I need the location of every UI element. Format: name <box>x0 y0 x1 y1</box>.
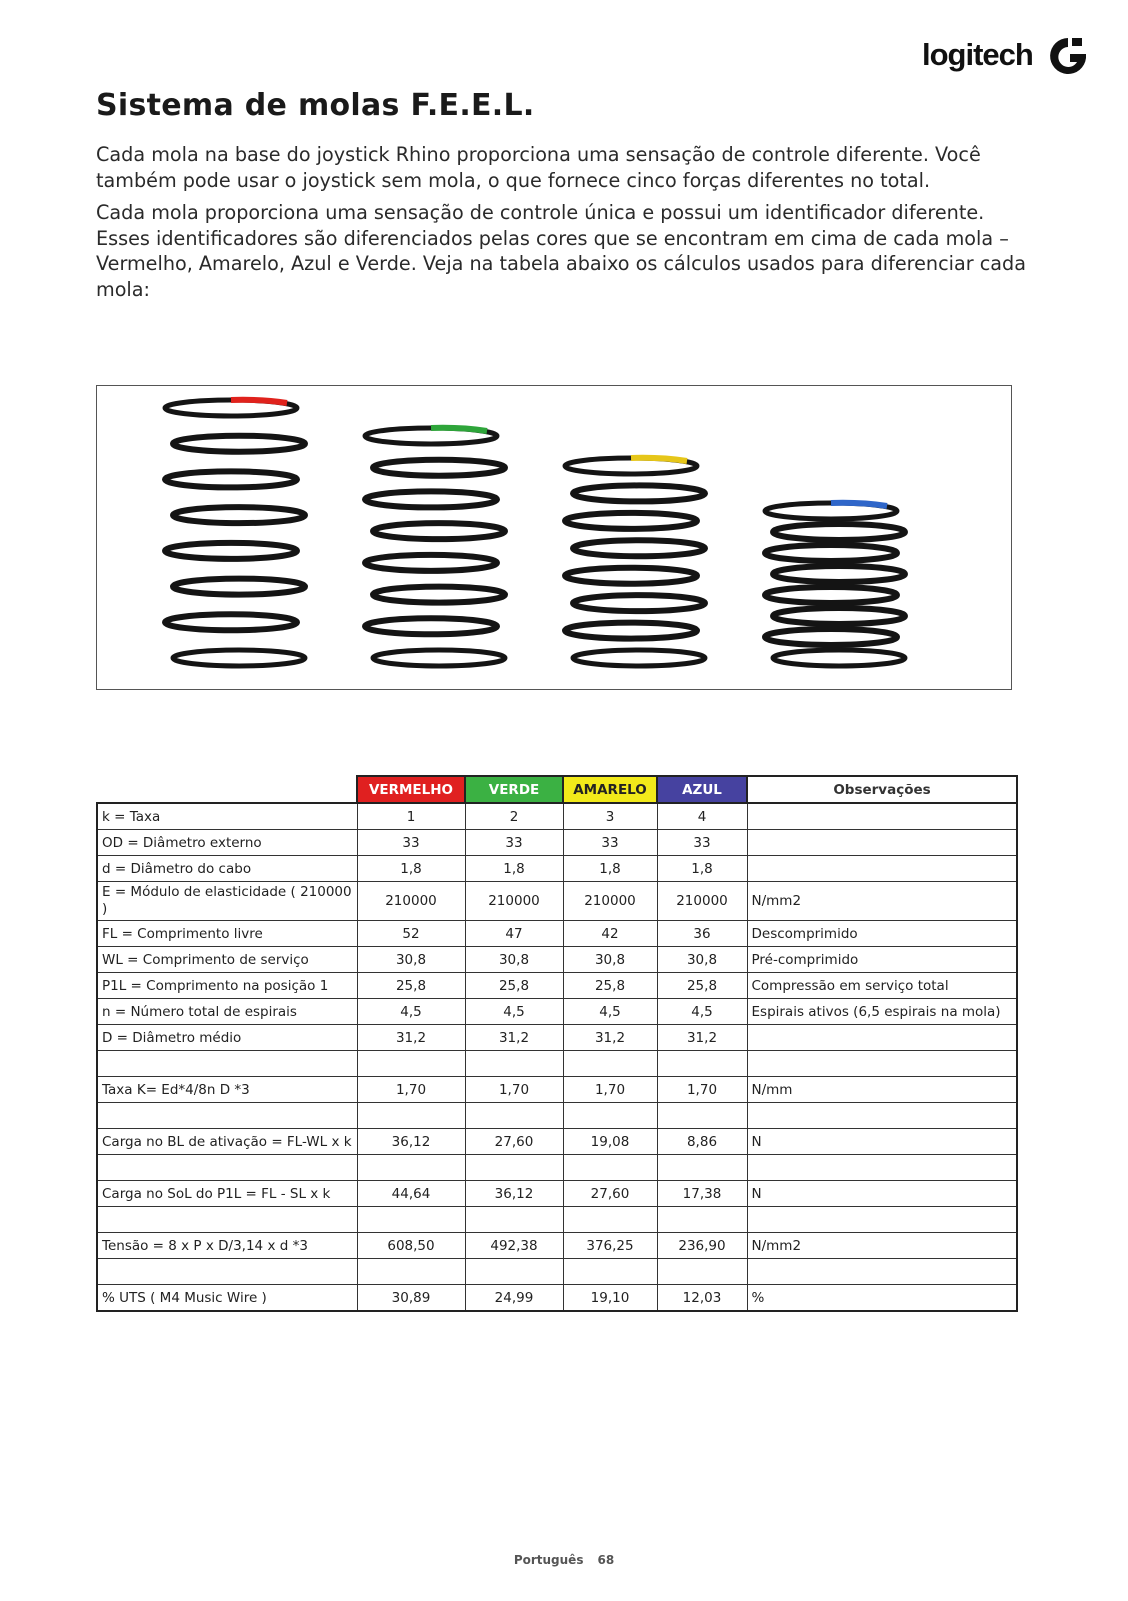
row-value <box>563 1259 657 1285</box>
row-value: 1,70 <box>657 1077 747 1103</box>
row-note: Compressão em serviço total <box>747 973 1017 999</box>
row-note <box>747 1051 1017 1077</box>
spring-3 <box>565 458 705 666</box>
springs-photo <box>96 385 1012 690</box>
spring-color-marker <box>431 428 487 431</box>
row-value: 1,8 <box>465 856 563 882</box>
row-label: d = Diâmetro do cabo <box>97 856 357 882</box>
row-value: 36,12 <box>357 1129 465 1155</box>
row-value: 25,8 <box>357 973 465 999</box>
row-value: 25,8 <box>657 973 747 999</box>
row-value: 17,38 <box>657 1181 747 1207</box>
row-value: 1,8 <box>357 856 465 882</box>
row-value: 1,70 <box>357 1077 465 1103</box>
row-value: 376,25 <box>563 1233 657 1259</box>
row-value: 52 <box>357 921 465 947</box>
spring-color-marker <box>231 400 287 403</box>
table-row <box>97 1103 1017 1129</box>
spring-coil <box>373 523 505 539</box>
row-note <box>747 856 1017 882</box>
header-observacoes: Observações <box>747 776 1017 803</box>
row-value: 3 <box>563 803 657 830</box>
row-value: 25,8 <box>465 973 563 999</box>
row-value: 25,8 <box>563 973 657 999</box>
row-label <box>97 1155 357 1181</box>
footer-page-number: 68 <box>597 1553 615 1567</box>
spring-coil <box>373 587 505 603</box>
header-amarelo: AMARELO <box>563 776 657 803</box>
row-value <box>465 1103 563 1129</box>
row-label: n = Número total de espirais <box>97 999 357 1025</box>
row-note: Espirais ativos (6,5 espirais na mola) <box>747 999 1017 1025</box>
row-value: 210000 <box>563 882 657 921</box>
intro-paragraph: Cada mola na base do joystick Rhino proporciona uma sensação de controle diferente. Você também pode usar o joystick sem mola, o que fornece cinco forças diferentes no total. <box>96 143 981 192</box>
row-value <box>657 1103 747 1129</box>
row-value <box>465 1259 563 1285</box>
spring-coil <box>573 650 705 666</box>
row-value: 4,5 <box>563 999 657 1025</box>
table-row <box>97 1077 1017 1103</box>
spring-coil <box>765 545 897 561</box>
table-row <box>97 1233 1017 1259</box>
row-value: 36,12 <box>465 1181 563 1207</box>
row-value: 236,90 <box>657 1233 747 1259</box>
row-value <box>465 1207 563 1233</box>
table-row <box>97 1259 1017 1285</box>
row-note: N <box>747 1181 1017 1207</box>
row-value: 30,8 <box>657 947 747 973</box>
row-value: 31,2 <box>657 1025 747 1051</box>
row-note: Pré-comprimido <box>747 947 1017 973</box>
row-value: 4,5 <box>357 999 465 1025</box>
table-row <box>97 1129 1017 1155</box>
spring-coil <box>765 587 897 603</box>
row-note <box>747 830 1017 856</box>
header-blank <box>97 776 357 803</box>
row-value: 44,64 <box>357 1181 465 1207</box>
page-title: Sistema de molas F.E.E.L. <box>96 88 535 123</box>
table-row <box>97 1051 1017 1077</box>
row-value <box>657 1259 747 1285</box>
spring-2 <box>365 428 505 666</box>
row-value <box>563 1051 657 1077</box>
row-value: 19,10 <box>563 1285 657 1312</box>
row-value: 33 <box>357 830 465 856</box>
row-value: 30,8 <box>563 947 657 973</box>
spring-coil <box>165 614 297 630</box>
row-value <box>465 1155 563 1181</box>
row-value: 30,8 <box>357 947 465 973</box>
table-row <box>97 803 1017 830</box>
row-value: 608,50 <box>357 1233 465 1259</box>
row-value: 1,8 <box>657 856 747 882</box>
spring-4 <box>765 503 905 666</box>
row-value <box>563 1103 657 1129</box>
row-value <box>563 1155 657 1181</box>
row-value: 492,38 <box>465 1233 563 1259</box>
row-value: 1,8 <box>563 856 657 882</box>
row-value: 210000 <box>465 882 563 921</box>
spring-1 <box>165 400 305 666</box>
row-note: N/mm2 <box>747 1233 1017 1259</box>
row-value: 4 <box>657 803 747 830</box>
row-value: 30,89 <box>357 1285 465 1312</box>
spring-specs-table <box>96 775 1018 1312</box>
row-value: 30,8 <box>465 947 563 973</box>
row-value: 1,70 <box>465 1077 563 1103</box>
row-value: 2 <box>465 803 563 830</box>
header-verde: VERDE <box>465 776 563 803</box>
row-value: 31,2 <box>357 1025 465 1051</box>
table-row <box>97 999 1017 1025</box>
row-value <box>357 1103 465 1129</box>
row-label: E = Módulo de elasticidade ( 210000 ) <box>97 882 357 921</box>
row-note <box>747 1025 1017 1051</box>
row-value: 210000 <box>657 882 747 921</box>
table-row <box>97 882 1017 921</box>
header-vermelho: VERMELHO <box>357 776 465 803</box>
page-footer <box>0 1553 1128 1567</box>
row-value <box>563 1207 657 1233</box>
logitech-g-icon <box>1046 34 1096 80</box>
row-value <box>657 1155 747 1181</box>
header-azul: AZUL <box>657 776 747 803</box>
spring-coil <box>173 507 305 523</box>
spring-coil <box>573 540 705 556</box>
row-label: WL = Comprimento de serviço <box>97 947 357 973</box>
row-value: 27,60 <box>563 1181 657 1207</box>
table-row <box>97 1207 1017 1233</box>
row-value: 210000 <box>357 882 465 921</box>
row-value: 24,99 <box>465 1285 563 1312</box>
row-value: 36 <box>657 921 747 947</box>
row-value: 27,60 <box>465 1129 563 1155</box>
row-note: N <box>747 1129 1017 1155</box>
row-value <box>357 1207 465 1233</box>
spring-coil <box>373 460 505 476</box>
table-row <box>97 973 1017 999</box>
spring-color-marker <box>831 503 887 506</box>
row-note: N/mm2 <box>747 882 1017 921</box>
row-value: 19,08 <box>563 1129 657 1155</box>
row-value: 1,70 <box>563 1077 657 1103</box>
row-value: 42 <box>563 921 657 947</box>
row-label: OD = Diâmetro externo <box>97 830 357 856</box>
table-row <box>97 1025 1017 1051</box>
spring-coil <box>773 524 905 540</box>
spring-coil <box>573 485 705 501</box>
table-row <box>97 1181 1017 1207</box>
row-label: k = Taxa <box>97 803 357 830</box>
description-paragraph: Cada mola proporciona uma sensação de controle única e possui um identificador diferente. Esses identificadores são diferenciados pelas cores que se encontram em cima de cada mola –Vermelho, Amarelo, Azul e Verde. Veja na tabela abaixo os cálculos usados para diferenciar cada mola: <box>96 201 1026 301</box>
row-label: D = Diâmetro médio <box>97 1025 357 1051</box>
row-note: N/mm <box>747 1077 1017 1103</box>
spring-coil <box>173 579 305 595</box>
row-value: 31,2 <box>563 1025 657 1051</box>
row-label: P1L = Comprimento na posição 1 <box>97 973 357 999</box>
spring-coil <box>773 608 905 624</box>
spring-coil <box>773 650 905 666</box>
row-value: 8,86 <box>657 1129 747 1155</box>
spring-coil <box>765 629 897 645</box>
row-value: 33 <box>563 830 657 856</box>
table-row <box>97 921 1017 947</box>
row-label <box>97 1259 357 1285</box>
row-label <box>97 1103 357 1129</box>
row-value: 33 <box>657 830 747 856</box>
spring-coil <box>565 568 697 584</box>
spring-coil <box>373 650 505 666</box>
row-value: 4,5 <box>657 999 747 1025</box>
spring-coil <box>173 650 305 666</box>
logitech-logo <box>922 34 1097 80</box>
table-row <box>97 830 1017 856</box>
spring-coil <box>365 491 497 507</box>
footer-language: Português <box>513 1553 584 1567</box>
spring-coil <box>165 543 297 559</box>
spring-color-marker <box>631 458 687 461</box>
spring-coil <box>565 513 697 529</box>
row-value: 47 <box>465 921 563 947</box>
spring-coil <box>365 555 497 571</box>
spring-coil <box>173 436 305 452</box>
row-note <box>747 1103 1017 1129</box>
row-note <box>747 1207 1017 1233</box>
row-value <box>357 1155 465 1181</box>
row-note: % <box>747 1285 1017 1312</box>
spring-coil <box>565 623 697 639</box>
spring-coil <box>573 595 705 611</box>
row-note <box>747 803 1017 830</box>
spring-coil <box>365 618 497 634</box>
row-note: Descomprimido <box>747 921 1017 947</box>
row-label: Taxa K= Ed*4/8n D *3 <box>97 1077 357 1103</box>
table-row <box>97 1285 1017 1312</box>
row-label <box>97 1051 357 1077</box>
row-note <box>747 1155 1017 1181</box>
row-label: Carga no SoL do P1L = FL - SL x k <box>97 1181 357 1207</box>
row-label <box>97 1207 357 1233</box>
spring-coil <box>165 471 297 487</box>
table-header-row <box>97 776 1017 803</box>
row-value <box>465 1051 563 1077</box>
row-label: % UTS ( M4 Music Wire ) <box>97 1285 357 1312</box>
row-value: 33 <box>465 830 563 856</box>
row-value <box>357 1051 465 1077</box>
row-value: 4,5 <box>465 999 563 1025</box>
row-value <box>657 1051 747 1077</box>
row-value: 31,2 <box>465 1025 563 1051</box>
row-label: FL = Comprimento livre <box>97 921 357 947</box>
table-row <box>97 947 1017 973</box>
row-value <box>657 1207 747 1233</box>
row-value: 12,03 <box>657 1285 747 1312</box>
logo-wordmark: logitech <box>922 37 1033 72</box>
row-value: 1 <box>357 803 465 830</box>
table-row <box>97 856 1017 882</box>
row-value <box>357 1259 465 1285</box>
row-label: Tensão = 8 x P x D/3,14 x d *3 <box>97 1233 357 1259</box>
row-note <box>747 1259 1017 1285</box>
table-row <box>97 1155 1017 1181</box>
spring-coil <box>773 566 905 582</box>
row-label: Carga no BL de ativação = FL-WL x k <box>97 1129 357 1155</box>
